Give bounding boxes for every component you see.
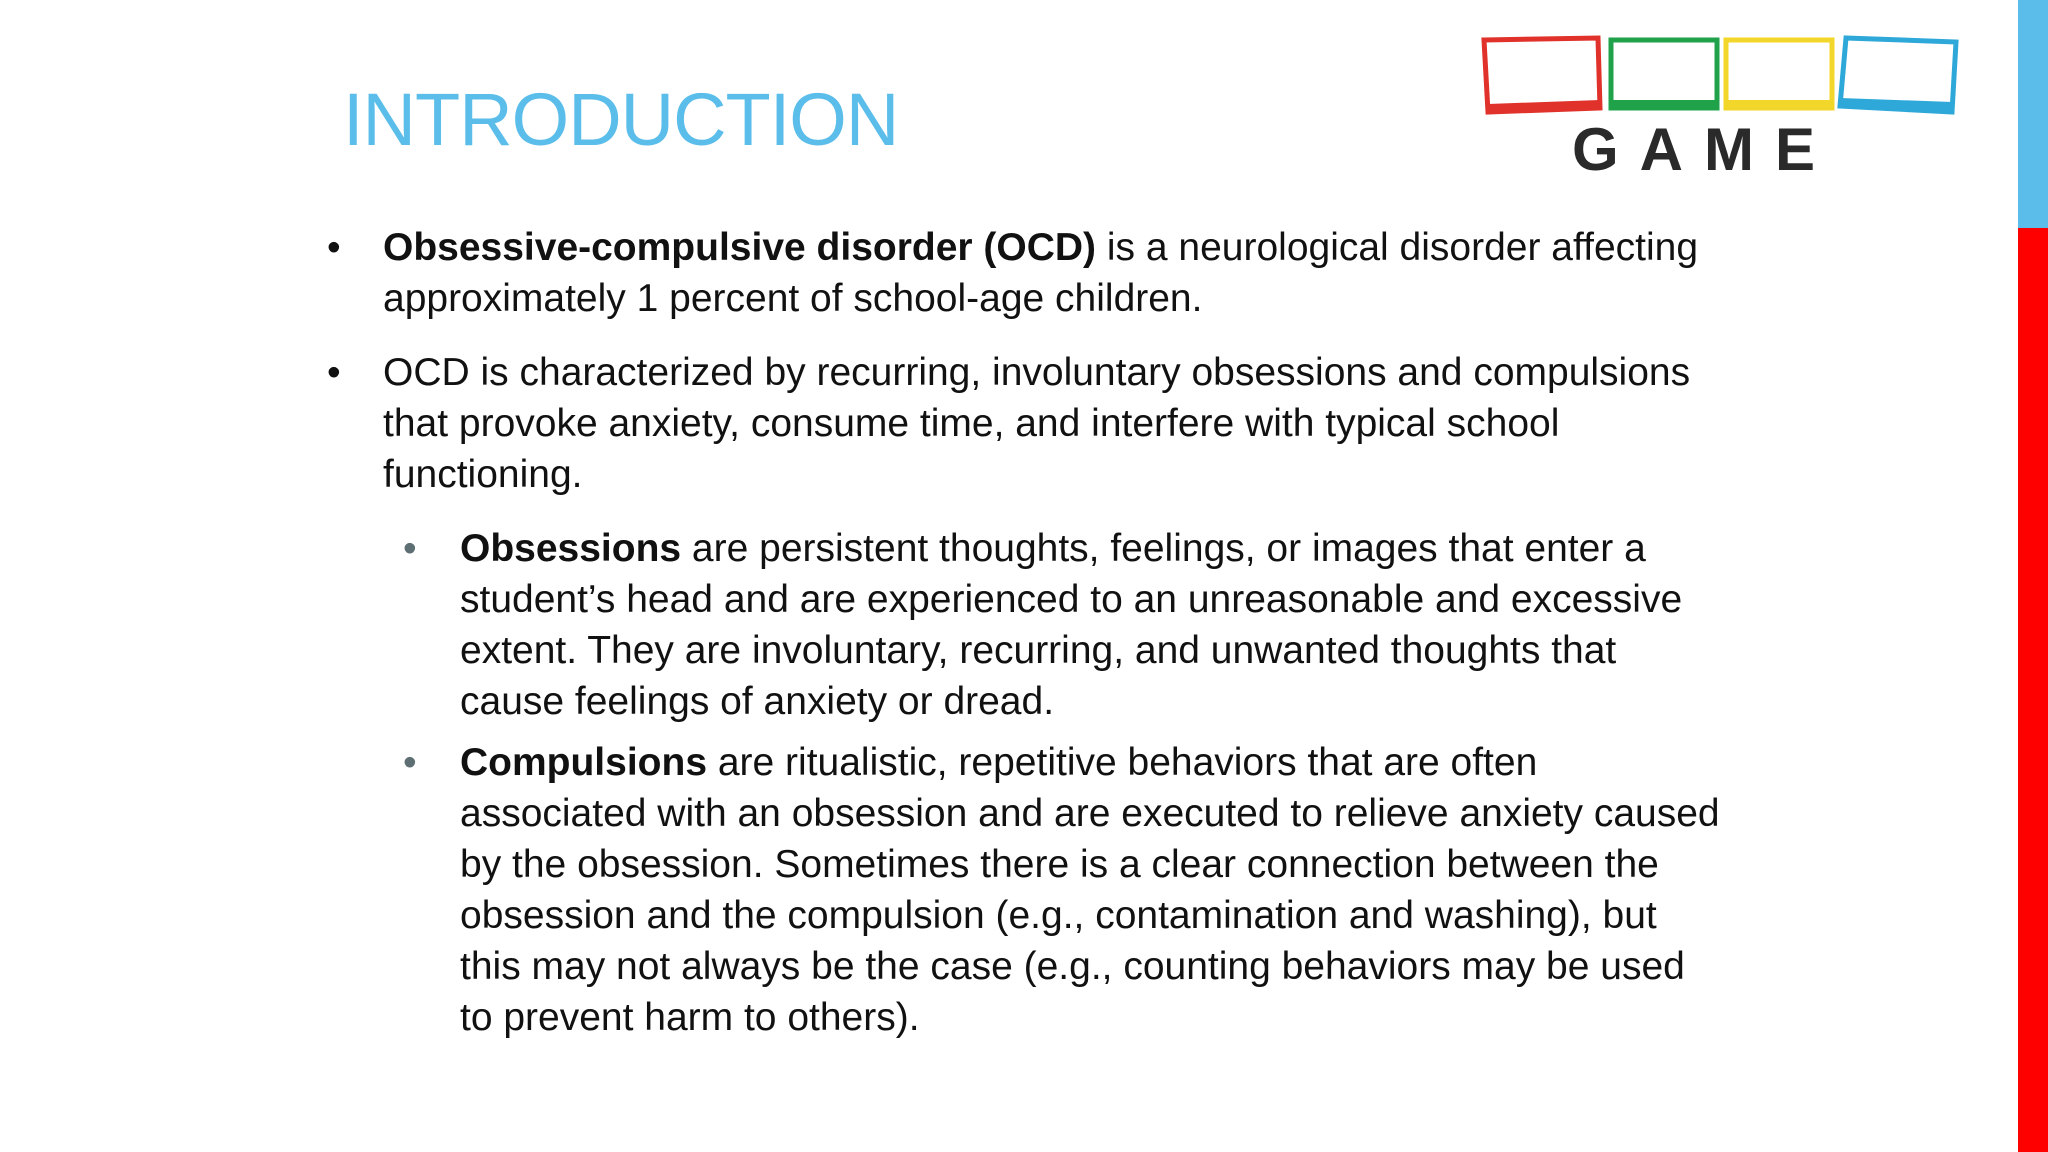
slide-title: INTRODUCTION xyxy=(343,78,899,161)
accent-stripe-bottom xyxy=(2018,228,2048,1152)
sub-bullet-text: are ritualistic, repetitive behaviors that are often associated with an obsession and are executed to relieve anxiety caused by the obsession. Sometimes there is a clear connection between the obsession and the compulsion (e.g., contamination and washing), but this may not always be the case (e.g., counting behaviors may be used to prevent harm to others). xyxy=(460,741,1720,1039)
sub-bullet-item-compulsions xyxy=(397,737,1720,1043)
logo-box-blue xyxy=(1840,38,1956,112)
bullet-bold-term: Obsessive-compulsive disorder (OCD) xyxy=(383,226,1097,269)
bullet-icon: • xyxy=(327,226,341,269)
bullet-icon: • xyxy=(327,351,341,394)
accent-stripe-top xyxy=(2018,0,2048,228)
sub-bullet-text: are persistent thoughts, feelings, or images that enter a student’s head and are experienced to an unreasonable and excessive extent. They are involuntary, recurring, and unwanted thoughts that cause feelings of anxiety or dread. xyxy=(460,527,1683,723)
logo-box-yellow xyxy=(1726,40,1832,110)
slide-content xyxy=(320,222,1720,1043)
sub-bullet-icon: • xyxy=(403,527,417,570)
bullet-text: is a neurological disorder affecting approximately 1 percent of school-age children. xyxy=(383,226,1699,320)
sub-bullet-item-obsessions xyxy=(397,523,1720,727)
sub-bullet-bold-term: Obsessions xyxy=(460,527,682,570)
bullet-item-ocd-definition xyxy=(320,222,1720,324)
bullet-item-ocd-characteristics xyxy=(320,347,1720,500)
logo-box-green xyxy=(1611,40,1717,110)
sub-bullet-bold-term: Compulsions xyxy=(460,741,708,784)
logo-box-red xyxy=(1484,38,1600,114)
sub-bullet-icon: • xyxy=(403,741,417,784)
bullet-text: OCD is characterized by recurring, involuntary obsessions and compulsions that provoke anxiety, consume time, and interfere with typical school functioning. xyxy=(383,351,1691,496)
logo-text: GAME xyxy=(1572,116,1836,183)
